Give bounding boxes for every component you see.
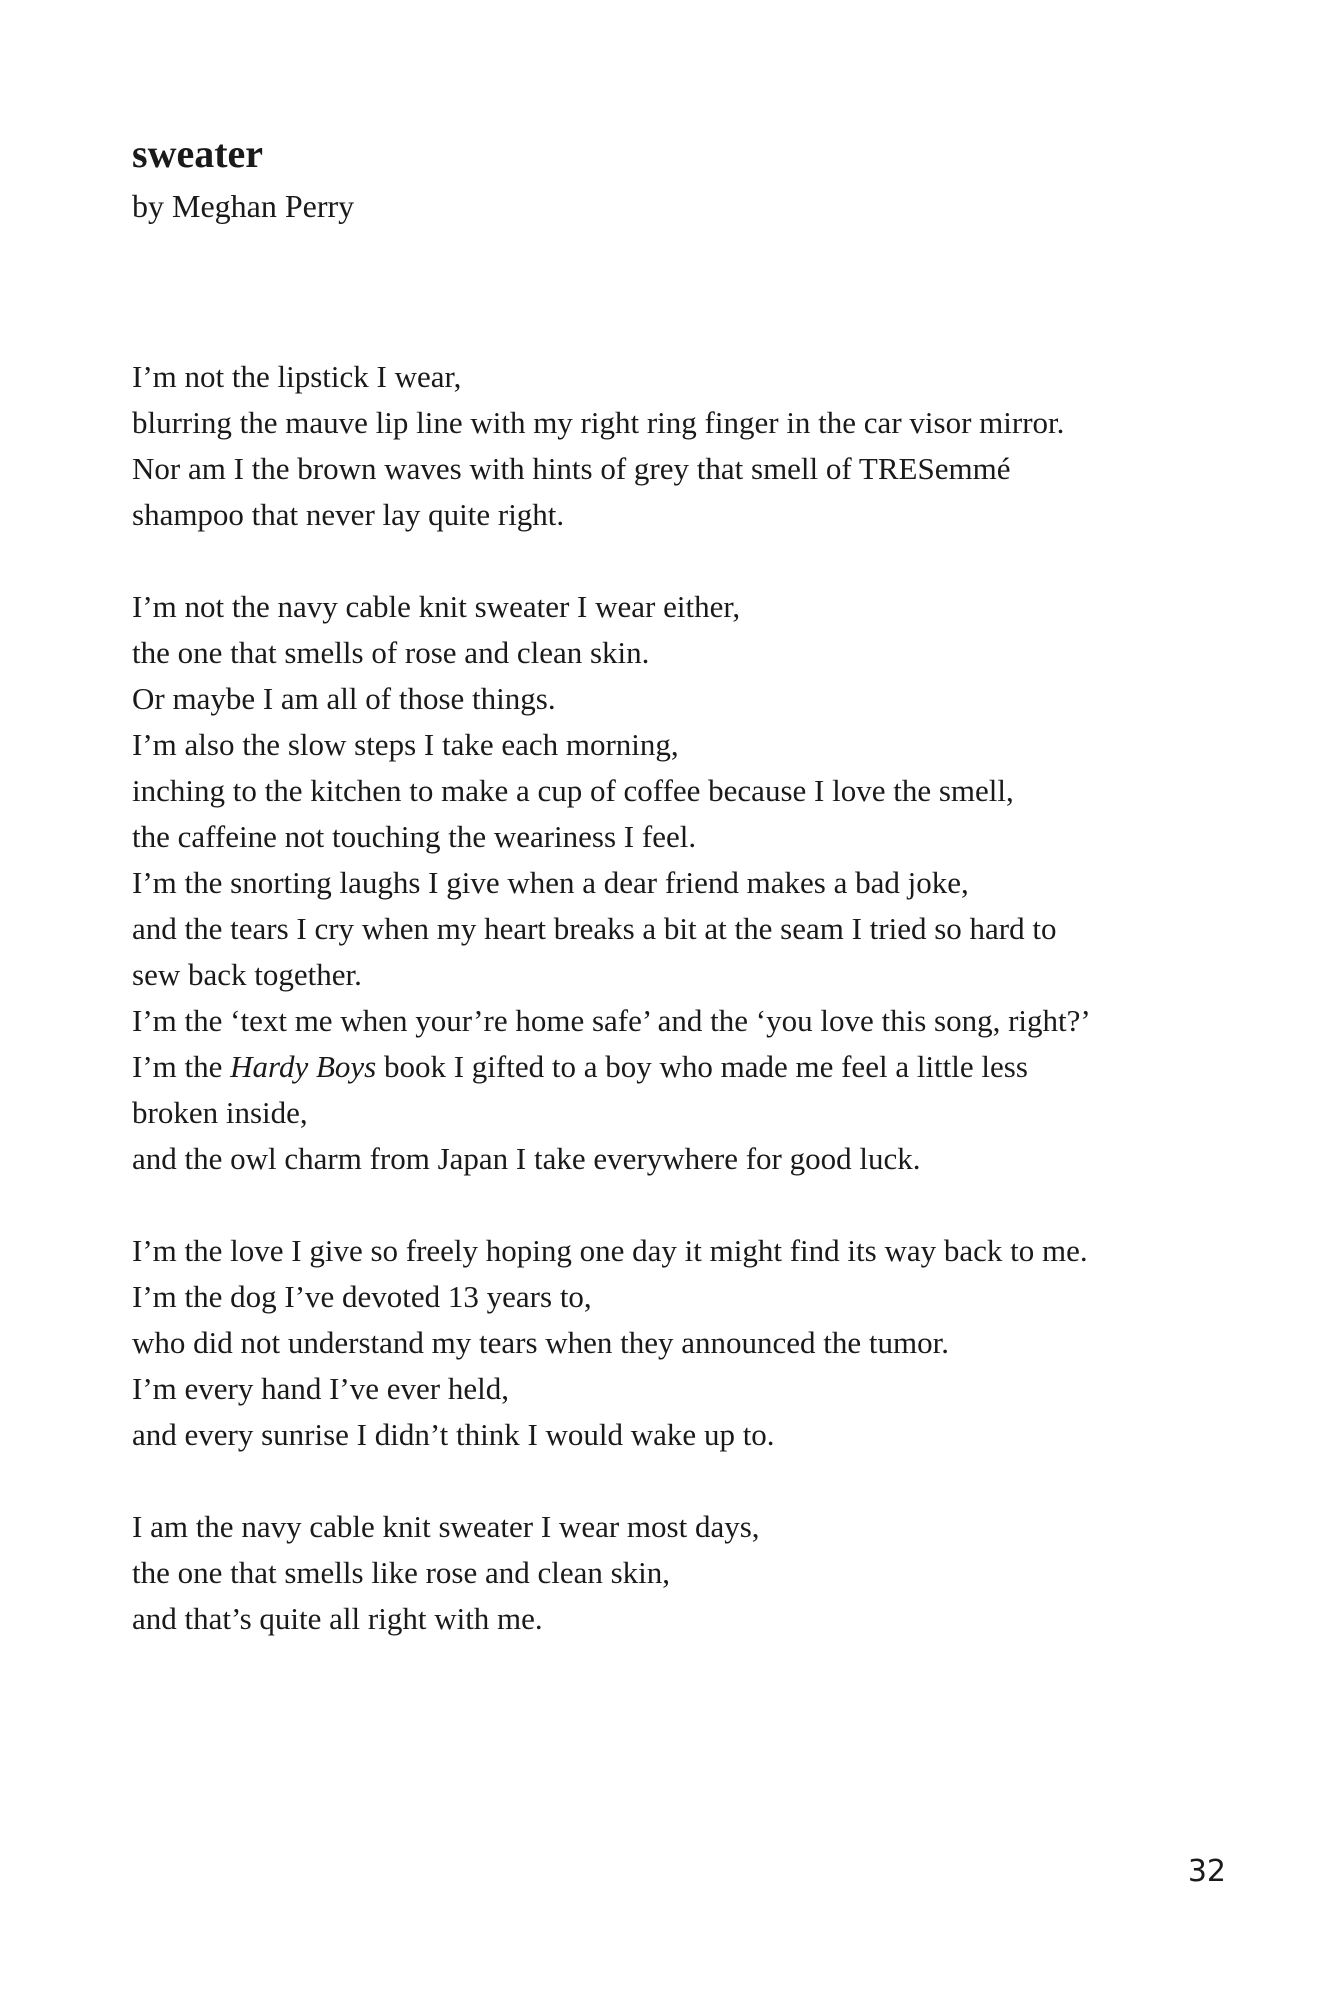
poem-stanza	[132, 1504, 1252, 1642]
poem-line: I am the navy cable knit sweater I wear most days,	[132, 1509, 760, 1544]
line-text: book I gifted to a boy who made me feel a little less	[376, 1049, 1028, 1084]
poem-line: the caffeine not touching the weariness I feel.	[132, 819, 697, 854]
poem-line: inching to the kitchen to make a cup of coffee because I love the smell,	[132, 773, 1014, 808]
poem-line: I’m the ‘text me when your’re home safe’ and the ‘you love this song, right?’	[132, 1003, 1091, 1038]
poem-line: I’m the love I give so freely hoping one day it might find its way back to me.	[132, 1233, 1088, 1268]
poem-line: Nor am I the brown waves with hints of grey that smell of TRESemmé	[132, 451, 1011, 486]
poem-line: and every sunrise I didn’t think I would wake up to.	[132, 1417, 775, 1452]
poem-line: and that’s quite all right with me.	[132, 1601, 543, 1636]
poem-line: Or maybe I am all of those things.	[132, 681, 556, 716]
poem-line: I’m every hand I’ve ever held,	[132, 1371, 509, 1406]
book-title-italic: Hardy Boys	[230, 1049, 377, 1084]
poem-stanza	[132, 584, 1252, 1182]
poem-line: who did not understand my tears when they announced the tumor.	[132, 1325, 950, 1360]
poem-line: broken inside,	[132, 1095, 308, 1130]
poem-line: blurring the mauve lip line with my right ring finger in the car visor mirror.	[132, 405, 1065, 440]
poem-stanza	[132, 354, 1252, 538]
poem-body	[132, 354, 1252, 1688]
poem-title: sweater	[132, 131, 264, 176]
page-number: 32	[1187, 1854, 1226, 1889]
poem-line: I’m the dog I’ve devoted 13 years to,	[132, 1279, 592, 1314]
poem-byline: by Meghan Perry	[132, 188, 355, 224]
poem-line: I’m not the lipstick I wear,	[132, 359, 462, 394]
poem-line: and the owl charm from Japan I take everywhere for good luck.	[132, 1141, 921, 1176]
poem-line: the one that smells of rose and clean skin.	[132, 635, 650, 670]
poem-line: sew back together.	[132, 957, 362, 992]
poem-line: I’m the snorting laughs I give when a dear friend makes a bad joke,	[132, 865, 969, 900]
poem-line: shampoo that never lay quite right.	[132, 497, 565, 532]
poem-line	[132, 1044, 1252, 1090]
poem-stanza	[132, 1228, 1252, 1458]
poem-line: and the tears I cry when my heart breaks a bit at the seam I tried so hard to	[132, 911, 1057, 946]
line-text: I’m the	[132, 1049, 231, 1084]
poem-line: I’m not the navy cable knit sweater I wear either,	[132, 589, 741, 624]
poem-line: the one that smells like rose and clean skin,	[132, 1555, 671, 1590]
poem-line: I’m also the slow steps I take each morning,	[132, 727, 679, 762]
